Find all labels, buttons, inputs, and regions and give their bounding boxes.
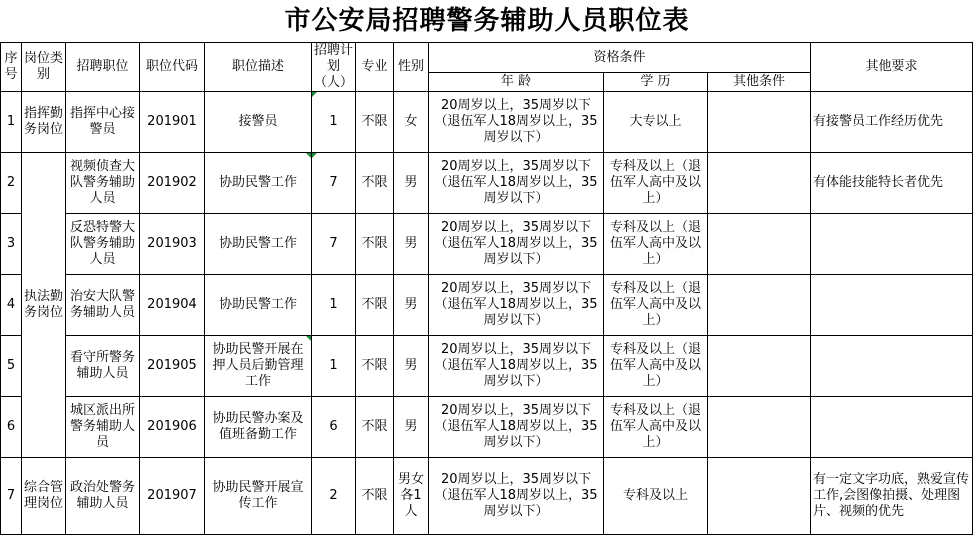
cell-plan: 7 bbox=[312, 214, 356, 275]
cell-plan: 6 bbox=[312, 397, 356, 458]
cell-age: 20周岁以上，35周岁以下（退伍军人18周岁以上，35周岁以下） bbox=[429, 92, 604, 153]
cell-description: 协助民警开展宣传工作 bbox=[205, 458, 312, 535]
cell-other-requirements: 有一定文字功底，熟爱宣传工作,会图像拍摄、处理图片、视频的优先 bbox=[811, 458, 973, 535]
table-row bbox=[1, 397, 973, 458]
cell-position: 政治处警务辅助人员 bbox=[66, 458, 140, 535]
cell-code: 201901 bbox=[140, 92, 205, 153]
cell-other-conditions bbox=[708, 214, 811, 275]
header-category: 岗位类别 bbox=[22, 43, 66, 92]
cell-age: 20周岁以上，35周岁以下（退伍军人18周岁以上，35周岁以下） bbox=[429, 153, 604, 214]
table-row bbox=[1, 336, 973, 397]
cell-other-requirements: 有接警员工作经历优先 bbox=[811, 92, 973, 153]
cell-gender: 男 bbox=[394, 397, 429, 458]
cell-description: 协助民警办案及值班备勤工作 bbox=[205, 397, 312, 458]
cell-other-conditions bbox=[708, 92, 811, 153]
cell-other-requirements bbox=[811, 397, 973, 458]
cell-age: 20周岁以上，35周岁以下（退伍军人18周岁以上，35周岁以下） bbox=[429, 458, 604, 535]
cell-gender: 男 bbox=[394, 336, 429, 397]
header-gender: 性别 bbox=[394, 43, 429, 92]
cell-plan: 1 bbox=[312, 275, 356, 336]
cell-gender: 男女各1人 bbox=[394, 458, 429, 535]
positions-table bbox=[0, 42, 973, 535]
cell-plan: 7 bbox=[312, 153, 356, 214]
cell-age: 20周岁以上，35周岁以下（退伍军人18周岁以上，35周岁以下） bbox=[429, 397, 604, 458]
cell-other-requirements bbox=[811, 336, 973, 397]
cell-other-requirements bbox=[811, 275, 973, 336]
cell-position: 指挥中心接警员 bbox=[66, 92, 140, 153]
cell-code: 201904 bbox=[140, 275, 205, 336]
cell-code: 201907 bbox=[140, 458, 205, 535]
cell-category: 综合管理岗位 bbox=[22, 458, 66, 535]
cell-code: 201906 bbox=[140, 397, 205, 458]
header-other-requirements: 其他要求 bbox=[811, 43, 973, 92]
cell-position: 反恐特警大队警务辅助人员 bbox=[66, 214, 140, 275]
cell-seq: 6 bbox=[1, 397, 22, 458]
table-row bbox=[1, 214, 973, 275]
cell-education: 大专以上 bbox=[604, 92, 708, 153]
header-position: 招聘职位 bbox=[66, 43, 140, 92]
header-education: 学 历 bbox=[604, 73, 708, 92]
cell-position: 视频侦查大队警务辅助人员 bbox=[66, 153, 140, 214]
cell-category: 指挥勤务岗位 bbox=[22, 92, 66, 153]
table-row bbox=[1, 92, 973, 153]
cell-education: 专科及以上（退伍军人高中及以上） bbox=[604, 275, 708, 336]
header-description: 职位描述 bbox=[205, 43, 312, 92]
header-qualifications: 资格条件 bbox=[429, 43, 811, 73]
cell-code: 201905 bbox=[140, 336, 205, 397]
header-row bbox=[1, 43, 973, 73]
page-title: 市公安局招聘警务辅助人员职位表 bbox=[284, 6, 690, 36]
header-plan: 招聘计划（人） bbox=[312, 43, 356, 92]
cell-major: 不限 bbox=[356, 336, 394, 397]
cell-plan: 1 bbox=[312, 336, 356, 397]
cell-other-requirements: 有体能技能特长者优先 bbox=[811, 153, 973, 214]
cell-position: 治安大队警务辅助人员 bbox=[66, 275, 140, 336]
cell-code: 201903 bbox=[140, 214, 205, 275]
table-row bbox=[1, 153, 973, 214]
cell-major: 不限 bbox=[356, 92, 394, 153]
cell-major: 不限 bbox=[356, 214, 394, 275]
cell-major: 不限 bbox=[356, 275, 394, 336]
cell-plan: 1 bbox=[312, 92, 356, 153]
cell-seq: 4 bbox=[1, 275, 22, 336]
cell-education: 专科及以上（退伍军人高中及以上） bbox=[604, 336, 708, 397]
cell-position: 城区派出所警务辅助人员 bbox=[66, 397, 140, 458]
cell-education: 专科及以上（退伍军人高中及以上） bbox=[604, 397, 708, 458]
header-age: 年 龄 bbox=[429, 73, 604, 92]
cell-gender: 男 bbox=[394, 275, 429, 336]
cell-description: 协助民警开展在押人员后勤管理工作 bbox=[205, 336, 312, 397]
table-row bbox=[1, 458, 973, 535]
cell-seq: 1 bbox=[1, 92, 22, 153]
cell-other-requirements bbox=[811, 214, 973, 275]
cell-gender: 男 bbox=[394, 153, 429, 214]
cell-other-conditions bbox=[708, 275, 811, 336]
cell-plan: 2 bbox=[312, 458, 356, 535]
cell-major: 不限 bbox=[356, 458, 394, 535]
cell-major: 不限 bbox=[356, 397, 394, 458]
header-major: 专业 bbox=[356, 43, 394, 92]
cell-education: 专科及以上（退伍军人高中及以上） bbox=[604, 214, 708, 275]
cell-major: 不限 bbox=[356, 153, 394, 214]
cell-education: 专科及以上（退伍军人高中及以上） bbox=[604, 153, 708, 214]
cell-position: 看守所警务辅助人员 bbox=[66, 336, 140, 397]
cell-education: 专科及以上 bbox=[604, 458, 708, 535]
header-other-conditions: 其他条件 bbox=[708, 73, 811, 92]
table-row bbox=[1, 275, 973, 336]
header-seq: 序号 bbox=[1, 43, 22, 92]
cell-gender: 男 bbox=[394, 214, 429, 275]
cell-seq: 2 bbox=[1, 153, 22, 214]
cell-other-conditions bbox=[708, 153, 811, 214]
cell-description: 协助民警工作 bbox=[205, 275, 312, 336]
cell-age: 20周岁以上，35周岁以下（退伍军人18周岁以上，35周岁以下） bbox=[429, 214, 604, 275]
cell-other-conditions bbox=[708, 458, 811, 535]
cell-code: 201902 bbox=[140, 153, 205, 214]
cell-seq: 3 bbox=[1, 214, 22, 275]
cell-age: 20周岁以上，35周岁以下（退伍军人18周岁以上，35周岁以下） bbox=[429, 275, 604, 336]
cell-category: 执法勤务岗位 bbox=[22, 153, 66, 458]
cell-description: 接警员 bbox=[205, 92, 312, 153]
cell-gender: 女 bbox=[394, 92, 429, 153]
cell-seq: 5 bbox=[1, 336, 22, 397]
cell-age: 20周岁以上，35周岁以下（退伍军人18周岁以上，35周岁以下） bbox=[429, 336, 604, 397]
cell-other-conditions bbox=[708, 397, 811, 458]
cell-description: 协助民警工作 bbox=[205, 214, 312, 275]
cell-seq: 7 bbox=[1, 458, 22, 535]
cell-other-conditions bbox=[708, 336, 811, 397]
cell-description: 协助民警工作 bbox=[205, 153, 312, 214]
header-code: 职位代码 bbox=[140, 43, 205, 92]
